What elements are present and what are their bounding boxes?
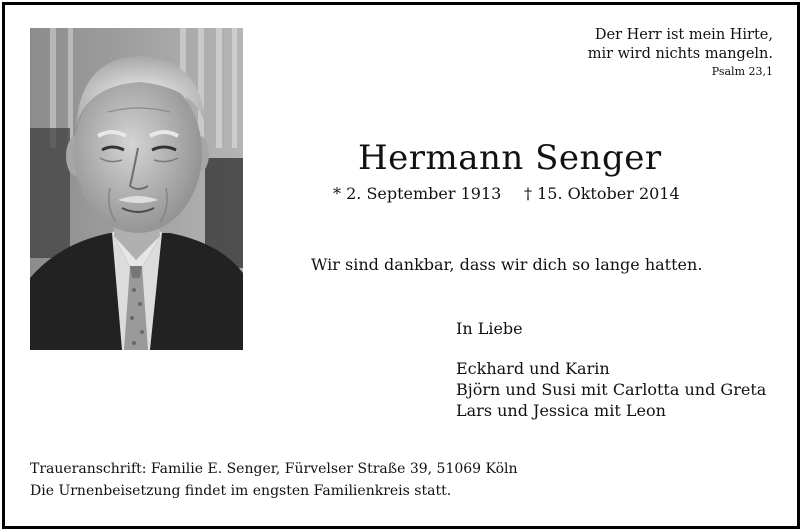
death-date: † 15. Oktober 2014 [524,184,680,203]
closing-phrase: In Liebe [456,319,523,338]
thanks-message: Wir sind dankbar, dass wir dich so lange hatten. [311,255,703,274]
mourning-address: Traueranschrift: Familie E. Senger, Fürvelser Straße 39, 51069 Köln [30,461,518,477]
birth-date: * 2. September 1913 [333,184,502,203]
verse-reference: Psalm 23,1 [711,65,773,78]
verse-line-1: Der Herr ist mein Hirte, [594,27,773,43]
family-member-line: Eckhard und Karin [456,359,610,378]
deceased-name: Hermann Senger [358,138,662,178]
family-member-line: Björn und Susi mit Carlotta und Greta [456,380,767,399]
burial-notice: Die Urnenbeisetzung findet im engsten Familienkreis statt. [30,482,452,499]
verse-line-2: mir wird nichts mangeln. [587,46,773,62]
bible-verse [588,26,773,80]
footer-notice [30,459,518,502]
portrait-photo [30,28,243,350]
family-list [456,358,766,421]
family-member-line: Lars und Jessica mit Leon [456,401,666,420]
